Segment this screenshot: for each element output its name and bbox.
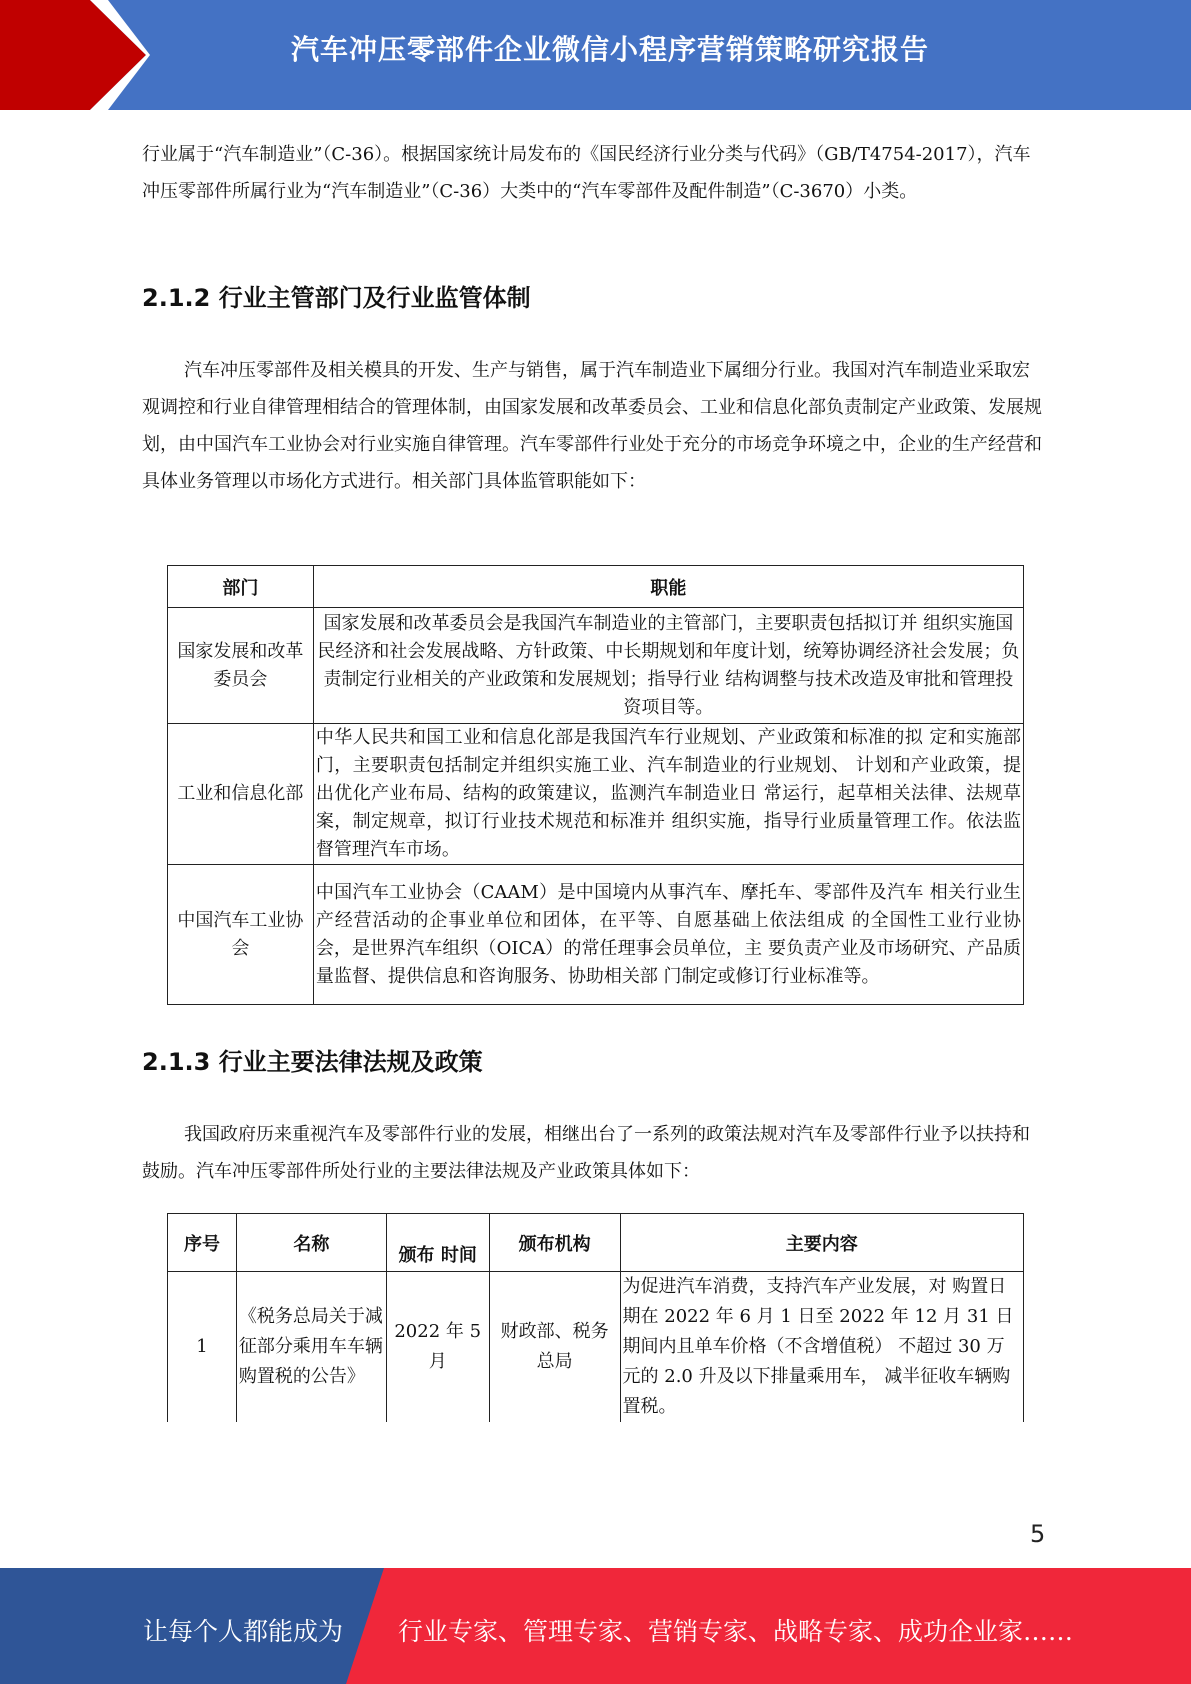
page-number: 5	[1030, 1520, 1046, 1548]
department-table	[167, 565, 1024, 1005]
dept-duty-cell: 国家发展和改革委员会是我国汽车制造业的主管部门，主要职责包括拟订并 组织实施国民经济和社会发展战略、方针政策、中长期规划和年度计划，统筹协调经济社会发展；负责制定行业相关的产业政策和发展规划；指导行业 结构调整与技术改造及审批和管理投资项目等。	[313, 608, 1023, 724]
table-row	[168, 1272, 1024, 1423]
header-arrow-decoration	[0, 0, 260, 110]
policy-no-cell: 1	[168, 1272, 237, 1423]
dept-duty-cell: 中国汽车工业协会（CAAM）是中国境内从事汽车、摩托车、零部件及汽车 相关行业生产经营活动的企事业单位和团体，在平等、自愿基础上依法组成 的全国性工业行业协会，是世界汽车组织（OICA）的常任理事会员单位，主 要负责产业及市场研究、产品质量监督、提供信息和咨询服务、协助相关部 门制定或修订行业标准等。	[313, 865, 1023, 1005]
table-header-cell: 颁布机构	[489, 1214, 620, 1272]
table-header-row	[168, 1214, 1024, 1272]
table-row	[168, 724, 1024, 865]
table-header-row	[168, 566, 1024, 608]
table-header-cell: 部门	[168, 566, 314, 608]
page-footer	[0, 1568, 1191, 1684]
policy-name-cell: 《税务总局关于减征部分乘用车车辆购置税的公告》	[236, 1272, 386, 1423]
dept-name-cell: 国家发展和改革委员会	[168, 608, 314, 724]
page-header	[0, 0, 1191, 110]
policy-table	[167, 1213, 1024, 1422]
table-header-cell: 职能	[313, 566, 1023, 608]
table-header-cell: 主要内容	[620, 1214, 1023, 1272]
section-heading-2-1-3: 2.1.3 行业主要法律法规及政策	[142, 1048, 483, 1076]
table-header-cell: 颁布 时间	[386, 1214, 489, 1272]
policy-date-cell: 2022 年 5 月	[386, 1272, 489, 1423]
intro-paragraph: 行业属于“汽车制造业”（C-36）。根据国家统计局发布的《国民经济行业分类与代码》（GB/T4754-2017），汽车冲压零部件所属行业为“汽车制造业”（C-36）大类中的“汽车零部件及配件制造”（C-3670）小类。	[142, 144, 1031, 202]
section-2-1-2-paragraph: 汽车冲压零部件及相关模具的开发、生产与销售，属于汽车制造业下属细分行业。我国对汽车制造业采取宏观调控和行业自律管理相结合的管理体制，由国家发展和改革委员会、工业和信息化部负责制定产业政策、发展规划，由中国汽车工业协会对行业实施自律管理。汽车零部件行业处于充分的市场竞争环境之中，企业的生产经营和具体业务管理以市场化方式进行。相关部门具体监管职能如下：	[142, 360, 1042, 492]
dept-duty-cell: 中华人民共和国工业和信息化部是我国汽车行业规划、产业政策和标准的拟 定和实施部门，主要职责包括制定并组织实施工业、汽车制造业的行业规划、 计划和产业政策，提出优化产业布局、结构的政策建议，监测汽车制造业日 常运行，起草相关法律、法规草案，制定规章，拟订行业技术规范和标准并 组织实施，指导行业质量管理工作。依法监督管理汽车市场。	[313, 724, 1023, 865]
policy-content-cell: 为促进汽车消费，支持汽车产业发展，对 购置日期在 2022 年 6 月 1 日至 2022 年 12 月 31 日期间内且单车价格（不含增值税） 不超过 30 万元的 2.0 升及以下排量乘用车， 减半征收车辆购置税。	[620, 1272, 1023, 1423]
dept-name-cell: 工业和信息化部	[168, 724, 314, 865]
policy-org-cell: 财政部、税务总局	[489, 1272, 620, 1423]
table-header-cell: 名称	[236, 1214, 386, 1272]
section-heading-2-1-2: 2.1.2 行业主管部门及行业监管体制	[142, 284, 531, 312]
dept-name-cell: 中国汽车工业协会	[168, 865, 314, 1005]
footer-slogan-left: 让每个人都能成为	[143, 1617, 344, 1646]
section-2-1-3-paragraph: 我国政府历来重视汽车及零部件行业的发展，相继出台了一系列的政策法规对汽车及零部件行业予以扶持和鼓励。汽车冲压零部件所处行业的主要法律法规及产业政策具体如下：	[142, 1124, 1030, 1182]
header-title: 汽车冲压零部件企业微信小程序营销策略研究报告	[290, 33, 929, 66]
footer-slogan-right: 行业专家、管理专家、营销专家、战略专家、成功企业家……	[398, 1617, 1074, 1646]
table-row	[168, 608, 1024, 724]
table-row	[168, 865, 1024, 1005]
table-header-cell: 序号	[168, 1214, 237, 1272]
